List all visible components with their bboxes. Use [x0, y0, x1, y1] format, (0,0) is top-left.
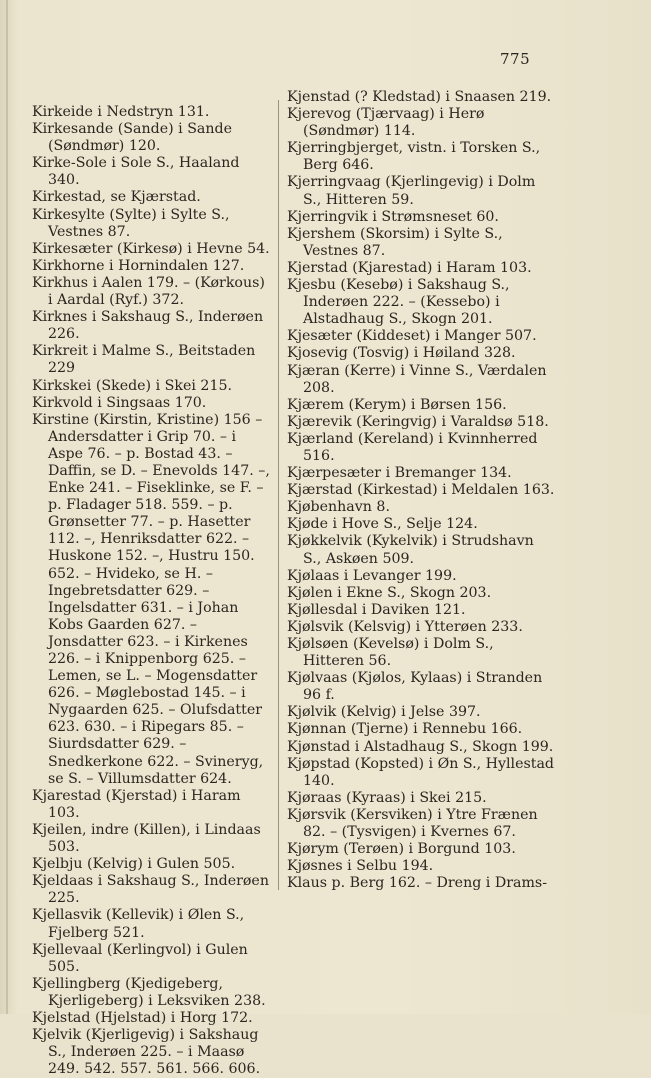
- index-entry: Kjølvaas (Kjølos, Kylaas) i Stranden 96 f.: [287, 670, 543, 704]
- index-entry: Kjosevig (Tosvig) i Høiland 328.: [287, 345, 516, 362]
- binding-edge: [6, 0, 8, 1014]
- index-entry: Kjershem (Skorsim) i Sylte S., Vestnes 87.: [287, 225, 503, 259]
- index-entry: Kjørym (Terøen) i Borgund 103.: [287, 841, 516, 858]
- index-entry: Kjøraas (Kyraas) i Skei 215.: [287, 789, 487, 806]
- index-entry: Kirkvold i Singsaas 170.: [32, 394, 207, 411]
- index-entry: Kjølsøen (Kevelsø) i Dolm S., Hitteren 56.: [287, 636, 494, 670]
- index-entry: Kjarestad (Kjerstad) i Haram 103.: [32, 787, 241, 821]
- index-entry: Kjerringbjerget, vistn. i Torsken S., Berg 646.: [287, 140, 541, 174]
- index-entry: Kjeilen, indre (Killen), i Lindaas 503.: [32, 821, 261, 856]
- column-divider: [278, 100, 279, 890]
- index-entry: Klaus p. Berg 162. – Dreng i Drams-: [287, 875, 547, 892]
- index-entry: Kirkskei (Skede) i Skei 215.: [32, 377, 233, 394]
- index-entry: Kjøkkelvik (Kykelvik) i Strudshavn S., Askøen 509.: [287, 533, 534, 567]
- index-entry: Kirkreit i Malme S., Beitstaden 229: [32, 343, 256, 377]
- index-entry: Kjærland (Kereland) i Kvinnherred 516.: [287, 430, 538, 464]
- index-entry: Kjølaas i Levanger 199.: [287, 567, 457, 584]
- index-entry: Kjøsnes i Selbu 194.: [287, 858, 434, 875]
- index-entry: Kjærevik (Keringvig) i Varaldsø 518.: [287, 413, 549, 430]
- index-entry: Kirkesande (Sande) i Sande (Søndmør) 120.: [32, 121, 232, 155]
- index-entry: Kjelbju (Kelvig) i Gulen 505.: [32, 856, 236, 873]
- index-entry: Kirke-Sole i Sole S., Haaland 340.: [32, 155, 240, 189]
- index-entry: Kjønnan (Tjerne) i Rennebu 166.: [287, 721, 523, 738]
- index-entry: Kjørsvik (Kersviken) i Ytre Frænen 82. – (Tysvigen) i Kvernes 67.: [287, 806, 538, 841]
- index-entry: Kjøbenhavn 8.: [287, 499, 390, 516]
- index-entry: Kjesæter (Kiddeset) i Manger 507.: [287, 328, 537, 345]
- index-entry: Kjærstad (Kirkestad) i Meldalen 163.: [287, 482, 555, 499]
- index-entry: Kjerstad (Kjarestad) i Haram 103.: [287, 259, 532, 276]
- index-entry: Kjesbu (Kesebø) i Sakshaug S., Inderøen 222. – (Kessebo) i Alstadhaug S., Skogn 201.: [287, 277, 510, 328]
- index-column-left: [32, 104, 272, 1078]
- index-entry: Kirkhus i Aalen 179. – (Kørkous) i Aardal (Ryf.) 372.: [32, 274, 265, 309]
- index-entry: Kjølvik (Kelvig) i Jelse 397.: [287, 704, 481, 721]
- index-column-right: [287, 89, 555, 892]
- index-entry: Kirkesæter (Kirkesø) i Hevne 54.: [32, 240, 270, 257]
- index-entry: Kjenstad (? Kledstad) i Snaasen 219.: [287, 89, 552, 105]
- index-entry: Kirstine (Kirstin, Kristine) 156 – Andersdatter i Grip 70. – i Aspe 76. – p. Bostad 43. – Daffin, se D. – Enevolds 147. –, Enke 241. – Fiseklinke, se F. – p. Fladager 518. 559. – p. Grønsetter 77. – p. Hasetter 112. –, Henriksdatter 622. – Huskone 152. –, Hustru 150. 652. – Hvideko, se H. – Ingebretsdatter 629. – Ingelsdatter 631. – i Johan Kobs Gaarden 627. – Jonsdatter 623. – i Kirkenes 226. – i Knippenborg 625. – Lemen, se L. – Mogensdatter 626. – Møglebostad 145. – i Nygaarden 625. – Olufsdatter 623. 630. – i Ripegars 85. – Siurdsdatter 629. – Snedkerkone 622. – Svineryg, se S. – Villumsdatter 624.: [32, 411, 270, 787]
- page-number: 775: [500, 50, 531, 68]
- index-entry: Kjellasvik (Kellevik) i Ølen S., Fjelberg 521.: [32, 907, 245, 941]
- index-entry: Kjellevaal (Kerlingvol) i Gulen 505.: [32, 941, 248, 975]
- index-entry: Kirkhorne i Hornindalen 127.: [32, 257, 245, 274]
- index-entry: Kjellingberg (Kjedigeberg, Kjerligeberg) i Leksviken 238.: [32, 975, 266, 1009]
- index-entry: Kjærem (Kerym) i Børsen 156.: [287, 396, 507, 413]
- index-entry: Kjøde i Hove S., Selje 124.: [287, 516, 478, 533]
- index-entry: Kjelstad (Hjelstad) i Horg 172.: [32, 1009, 253, 1026]
- index-entry: Kirkestad, se Kjærstad.: [32, 189, 201, 206]
- index-entry: Kjølen i Ekne S., Skogn 203.: [287, 584, 492, 601]
- index-entry: Kjølsvik (Kelsvig) i Ytterøen 233.: [287, 618, 523, 635]
- index-entry: Kjønstad i Alstadhaug S., Skogn 199.: [287, 738, 554, 755]
- index-entry: Kjeldaas i Sakshaug S., Inderøen 225.: [32, 873, 269, 907]
- index-entry: Kjøpstad (Kopsted) i Øn S., Hyllestad 140.: [287, 755, 554, 789]
- index-entry: Kirkesylte (Sylte) i Sylte S., Vestnes 87.: [32, 206, 230, 240]
- index-entry: Kirknes i Sakshaug S., Inderøen 226.: [32, 309, 264, 343]
- index-entry: Kjærpesæter i Bremanger 134.: [287, 465, 512, 482]
- index-entry: Kjerringvik i Strømsneset 60.: [287, 208, 499, 225]
- index-entry: Kjæran (Kerre) i Vinne S., Værdalen 208.: [287, 362, 547, 396]
- index-entry: Kirkeide i Nedstryn 131.: [32, 104, 210, 120]
- index-entry: Kjerringvaag (Kjerlingevig) i Dolm S., Hitteren 59.: [287, 174, 536, 208]
- index-entry: Kjøllesdal i Daviken 121.: [287, 601, 466, 618]
- index-entry: Kjerevog (Tjærvaag) i Herø (Søndmør) 114.: [287, 106, 485, 140]
- index-entry: Kjelvik (Kjerligevig) i Sakshaug S., Inderøen 225. – i Maasø 249. 542. 557. 561. 566. 606.: [32, 1027, 261, 1078]
